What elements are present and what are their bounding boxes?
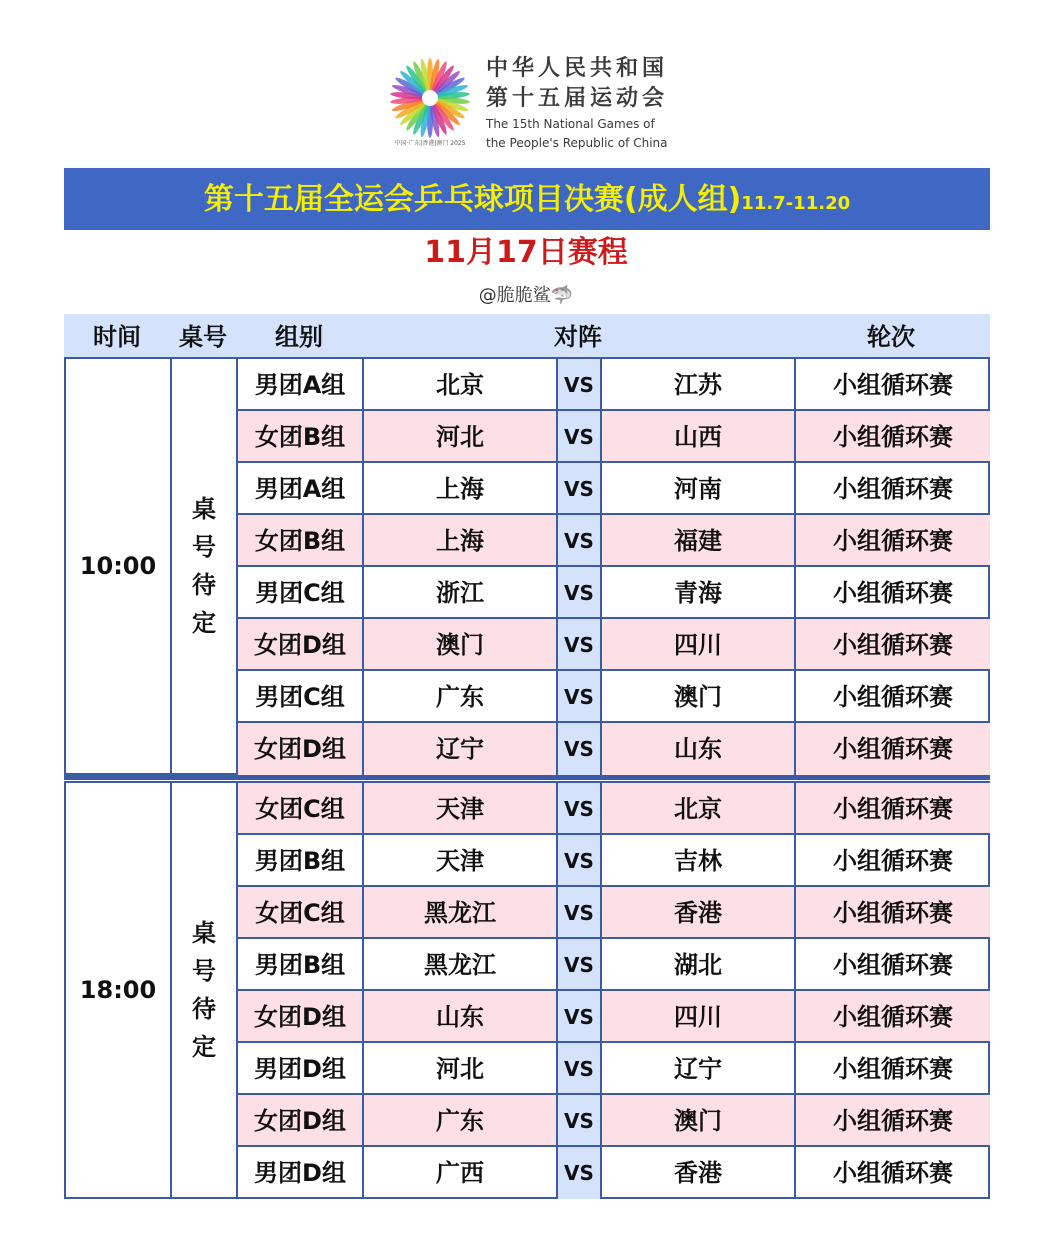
match-away-team: 香港 xyxy=(602,887,796,937)
match-home-team: 天津 xyxy=(364,835,558,885)
match-round: 小组循环赛 xyxy=(833,475,953,503)
match-home-team: 天津 xyxy=(364,783,558,833)
session-table: 桌 号 待 定 xyxy=(192,919,216,1061)
match-group: 女团D组 xyxy=(238,723,364,775)
table-row xyxy=(238,991,990,1043)
title-banner xyxy=(64,168,990,230)
games-logo xyxy=(380,50,700,160)
logo-cn-line1: 中华人民共和国 xyxy=(486,56,669,81)
match-vs: VS xyxy=(558,835,602,885)
table-row xyxy=(238,1043,990,1095)
match-group: 男团D组 xyxy=(238,1043,364,1093)
match-round: 小组循环赛 xyxy=(796,411,990,461)
table-row xyxy=(238,463,990,515)
banner-title: 第十五届全运会乒乓球项目决赛(成人组) xyxy=(203,182,742,217)
match-group: 男团C组 xyxy=(238,671,364,721)
logo-cn-line2: 第十五届运动会 xyxy=(486,86,669,111)
header-time: 时间 xyxy=(93,323,141,351)
match-round: 小组循环赛 xyxy=(796,887,990,937)
table-row xyxy=(238,887,990,939)
match-home-team: 上海 xyxy=(364,463,558,513)
match-home-team: 山东 xyxy=(364,991,558,1041)
match-group: 男团A组 xyxy=(238,359,364,409)
match-home-team: 河北 xyxy=(364,1043,558,1093)
match-away-team: 福建 xyxy=(602,515,796,565)
match-round: 小组循环赛 xyxy=(833,1159,953,1187)
match-vs: VS xyxy=(558,463,602,513)
match-away-team: 吉林 xyxy=(602,835,796,885)
match-home-team: 广西 xyxy=(364,1147,558,1199)
match-round: 小组循环赛 xyxy=(833,371,953,399)
session-time: 10:00 xyxy=(79,552,157,580)
match-round: 小组循环赛 xyxy=(796,515,990,565)
match-away-team: 澳门 xyxy=(602,1095,796,1145)
match-home-team: 广东 xyxy=(364,1095,558,1145)
match-home-team: 辽宁 xyxy=(364,723,558,775)
match-round: 小组循环赛 xyxy=(833,1055,953,1083)
logo-center xyxy=(422,90,438,106)
match-rows xyxy=(238,359,990,775)
match-away-team: 香港 xyxy=(602,1147,796,1199)
match-home-team: 广东 xyxy=(364,671,558,721)
session-table: 桌 号 待 定 xyxy=(192,495,216,637)
header-group: 组别 xyxy=(275,323,323,351)
match-round: 小组循环赛 xyxy=(796,619,990,669)
session-table-cell xyxy=(172,359,238,773)
logo-subtext: 中国·广东|香港|澳门 2025 xyxy=(394,140,466,147)
match-group: 男团B组 xyxy=(238,835,364,885)
table-row xyxy=(238,835,990,887)
session-time: 18:00 xyxy=(79,976,157,1004)
match-group: 女团B组 xyxy=(238,515,364,565)
logo-en-line2: the People's Republic of China xyxy=(486,136,668,150)
match-away-team: 湖北 xyxy=(602,939,796,989)
match-vs: VS xyxy=(558,723,602,775)
match-vs: VS xyxy=(558,515,602,565)
table-row xyxy=(238,1095,990,1147)
session-time-cell xyxy=(66,359,172,773)
schedule-date-title: 11月17日赛程 xyxy=(424,235,628,270)
match-round: 小组循环赛 xyxy=(833,951,953,979)
match-away-team: 江苏 xyxy=(602,359,796,409)
logo-text xyxy=(486,54,668,152)
session-divider xyxy=(64,775,990,780)
header-table: 桌号 xyxy=(179,323,227,351)
match-vs: VS xyxy=(558,1043,602,1093)
match-home-team: 北京 xyxy=(364,359,558,409)
match-vs: VS xyxy=(558,671,602,721)
table-row xyxy=(238,567,990,619)
match-vs: VS xyxy=(558,411,602,461)
author-handle: @脆脆鲨🦈 xyxy=(478,285,574,306)
match-group: 男团D组 xyxy=(238,1147,364,1199)
table-header xyxy=(64,314,990,358)
session-table-cell xyxy=(172,783,238,1197)
match-vs: VS xyxy=(558,359,602,409)
session-block-1 xyxy=(64,357,990,775)
match-round: 小组循环赛 xyxy=(833,683,953,711)
match-home-team: 澳门 xyxy=(364,619,558,669)
match-round: 小组循环赛 xyxy=(833,579,953,607)
session-block-2 xyxy=(64,781,990,1199)
match-away-team: 青海 xyxy=(602,567,796,617)
match-vs: VS xyxy=(558,567,602,617)
table-row xyxy=(238,359,990,411)
match-home-team: 黑龙江 xyxy=(364,887,558,937)
match-vs: VS xyxy=(558,887,602,937)
match-home-team: 上海 xyxy=(364,515,558,565)
match-away-team: 辽宁 xyxy=(602,1043,796,1093)
match-away-team: 河南 xyxy=(602,463,796,513)
table-row xyxy=(238,723,990,775)
logo-en-line1: The 15th National Games of xyxy=(486,117,655,131)
match-group: 女团D组 xyxy=(238,1095,364,1145)
match-group: 男团C组 xyxy=(238,567,364,617)
match-group: 女团C组 xyxy=(238,887,364,937)
table-row xyxy=(238,671,990,723)
match-away-team: 山东 xyxy=(602,723,796,775)
match-group: 女团B组 xyxy=(238,411,364,461)
match-home-team: 河北 xyxy=(364,411,558,461)
match-round: 小组循环赛 xyxy=(833,847,953,875)
match-round: 小组循环赛 xyxy=(796,1095,990,1145)
match-vs: VS xyxy=(558,619,602,669)
match-round: 小组循环赛 xyxy=(796,783,990,833)
match-away-team: 北京 xyxy=(602,783,796,833)
match-rows xyxy=(238,783,990,1199)
table-row xyxy=(238,411,990,463)
match-round: 小组循环赛 xyxy=(796,991,990,1041)
table-row xyxy=(238,783,990,835)
session-time-cell xyxy=(66,783,172,1197)
match-home-team: 浙江 xyxy=(364,567,558,617)
match-vs: VS xyxy=(558,991,602,1041)
match-away-team: 四川 xyxy=(602,991,796,1041)
table-row xyxy=(238,1147,990,1199)
match-home-team: 黑龙江 xyxy=(364,939,558,989)
table-row xyxy=(238,515,990,567)
match-away-team: 山西 xyxy=(602,411,796,461)
table-row xyxy=(238,939,990,991)
banner-dates: 11.7-11.20 xyxy=(741,193,851,214)
match-vs: VS xyxy=(558,1095,602,1145)
table-row xyxy=(238,619,990,671)
header-round: 轮次 xyxy=(867,323,915,351)
match-group: 女团D组 xyxy=(238,991,364,1041)
match-group: 女团D组 xyxy=(238,619,364,669)
match-group: 女团C组 xyxy=(238,783,364,833)
match-group: 男团A组 xyxy=(238,463,364,513)
match-round: 小组循环赛 xyxy=(796,723,990,775)
match-vs: VS xyxy=(558,939,602,989)
header-match: 对阵 xyxy=(554,323,602,351)
match-away-team: 澳门 xyxy=(602,671,796,721)
match-vs: VS xyxy=(558,1147,602,1199)
match-vs: VS xyxy=(558,783,602,833)
match-group: 男团B组 xyxy=(238,939,364,989)
match-away-team: 四川 xyxy=(602,619,796,669)
